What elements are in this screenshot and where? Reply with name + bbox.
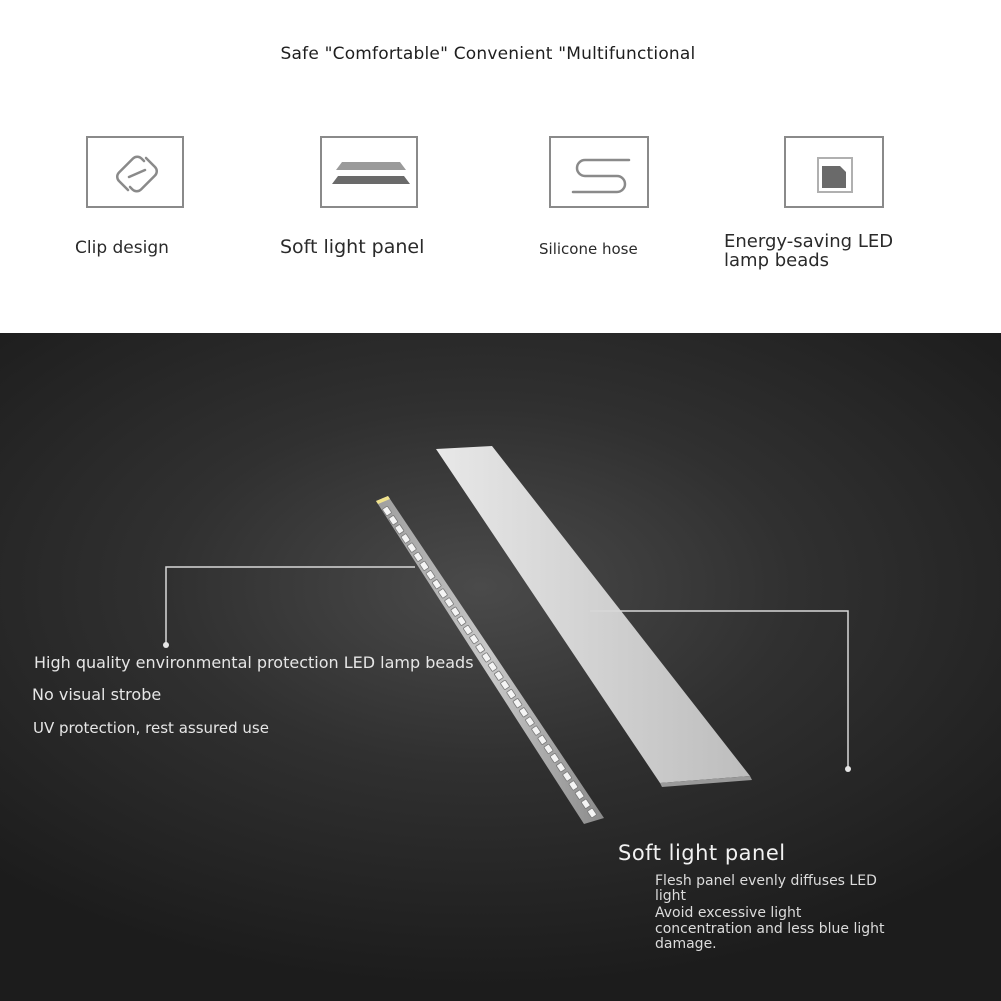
feature-icon-box (320, 136, 418, 208)
panel-callout-line5: damage. (655, 936, 717, 952)
feature-icon-box (784, 136, 884, 208)
headline: Safe "Comfortable" Convenient "Multifunctional (280, 44, 696, 64)
paperclip-icon (88, 138, 186, 210)
feature-label-line1: Energy-saving LED (724, 231, 894, 252)
features-section (0, 0, 1001, 333)
panel-callout-line1: Flesh panel evenly diffuses LED (655, 873, 877, 889)
callout-dot (845, 766, 851, 772)
chip-icon (786, 138, 886, 210)
s-curve-icon (551, 138, 651, 210)
feature-icon-box (86, 136, 184, 208)
soft-light-panel-image (436, 446, 752, 787)
callout-dot (163, 642, 169, 648)
panel-callout-line2: light (655, 888, 687, 904)
feature-icon-box (549, 136, 649, 208)
feature-label-line2: lamp beads (724, 250, 830, 271)
panel-callout-line3: Avoid excessive light (655, 905, 802, 921)
panel-callout-line4: concentration and less blue light (655, 921, 885, 937)
feature-label: Clip design (75, 238, 169, 258)
led-callout-line1: High quality environmental protection LED lamp beads (34, 653, 474, 672)
led-callout-line3: UV protection, rest assured use (33, 719, 269, 737)
led-callout-line2: No visual strobe (32, 685, 162, 704)
feature-label: Silicone hose (539, 240, 638, 258)
layers-icon (322, 138, 420, 210)
panel-callout-title: Soft light panel (618, 841, 786, 865)
feature-label: Soft light panel (280, 236, 425, 258)
product-detail-section (0, 333, 1001, 1001)
